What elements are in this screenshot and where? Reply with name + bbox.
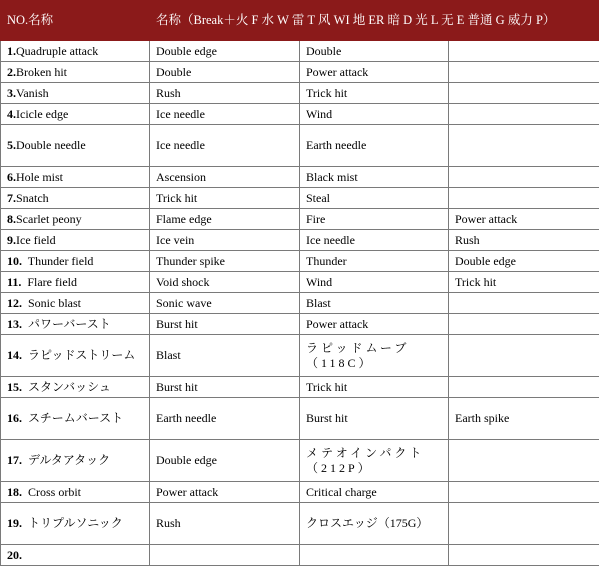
- skill-number: 3.: [7, 86, 16, 100]
- skill-name-cell: [1, 167, 150, 188]
- table-row: [1, 314, 599, 335]
- skill-name: Vanish: [16, 86, 49, 100]
- skill-number: 20.: [7, 548, 22, 562]
- table-row: [1, 230, 599, 251]
- component-skill-3: [449, 62, 599, 83]
- skill-name-cell: [1, 209, 150, 230]
- component-skill-2: ラピッドムーブ（118C）: [300, 335, 449, 377]
- component-skill-1: Double edge: [150, 440, 300, 482]
- table-row: [1, 398, 599, 440]
- table-row: [1, 440, 599, 482]
- skill-name-cell: [1, 398, 150, 440]
- skill-name-cell: [1, 104, 150, 125]
- skill-name: Scarlet peony: [16, 212, 82, 226]
- skill-name: Sonic blast: [22, 296, 81, 310]
- skill-name: スチームバースト: [22, 411, 123, 425]
- skill-name-cell: [1, 62, 150, 83]
- component-skill-1: Rush: [150, 83, 300, 104]
- component-skill-2: Power attack: [300, 314, 449, 335]
- component-skill-3: [449, 83, 599, 104]
- table-body: [1, 41, 599, 566]
- skill-name-cell: [1, 377, 150, 398]
- table-row: [1, 188, 599, 209]
- skill-name-cell: [1, 293, 150, 314]
- component-skill-1: Void shock: [150, 272, 300, 293]
- table-header: [1, 1, 599, 41]
- component-skill-1: Power attack: [150, 482, 300, 503]
- table-row: [1, 377, 599, 398]
- component-skill-3: Double edge: [449, 251, 599, 272]
- component-skill-3: [449, 41, 599, 62]
- skill-name-cell: [1, 230, 150, 251]
- table-row: [1, 482, 599, 503]
- table-row: [1, 293, 599, 314]
- component-skill-3: [449, 335, 599, 377]
- table-row: [1, 545, 599, 566]
- skill-name-cell: [1, 482, 150, 503]
- skill-name-cell: [1, 251, 150, 272]
- component-skill-3: [449, 314, 599, 335]
- component-skill-3: [449, 377, 599, 398]
- component-skill-1: Ice needle: [150, 104, 300, 125]
- skill-name: Hole mist: [16, 170, 63, 184]
- skill-name-cell: [1, 314, 150, 335]
- skill-name: トリプルソニック: [22, 516, 123, 530]
- component-skill-2: Wind: [300, 272, 449, 293]
- component-skill-3: [449, 503, 599, 545]
- skill-number: 13.: [7, 317, 22, 331]
- component-skill-2: Power attack: [300, 62, 449, 83]
- skill-number: 5.: [7, 138, 16, 152]
- skill-number: 11.: [7, 275, 21, 289]
- component-skill-1: Burst hit: [150, 377, 300, 398]
- skill-name: Broken hit: [16, 65, 67, 79]
- table-row: [1, 272, 599, 293]
- component-skill-1: Trick hit: [150, 188, 300, 209]
- skill-number: 4.: [7, 107, 16, 121]
- component-skill-3: [449, 167, 599, 188]
- skill-name: ラピッドストリーム: [22, 348, 135, 362]
- component-skill-3: [449, 482, 599, 503]
- table-row: [1, 167, 599, 188]
- component-skill-1: Ice needle: [150, 125, 300, 167]
- component-skill-1: Rush: [150, 503, 300, 545]
- component-skill-2: Wind: [300, 104, 449, 125]
- table-row: [1, 62, 599, 83]
- table-row: [1, 83, 599, 104]
- component-skill-3: [449, 545, 599, 566]
- table-row: [1, 125, 599, 167]
- skill-name: Icicle edge: [16, 107, 68, 121]
- component-skill-2: Ice needle: [300, 230, 449, 251]
- component-skill-1: Sonic wave: [150, 293, 300, 314]
- component-skill-3: [449, 104, 599, 125]
- component-skill-3: Earth spike: [449, 398, 599, 440]
- component-skill-3: Power attack: [449, 209, 599, 230]
- skill-name-cell: [1, 41, 150, 62]
- table-row: [1, 335, 599, 377]
- skill-name: パワーバースト: [22, 317, 111, 331]
- skill-name-cell: [1, 335, 150, 377]
- component-skill-2: [300, 545, 449, 566]
- table-row: [1, 41, 599, 62]
- component-skill-3: [449, 440, 599, 482]
- component-skill-2: Blast: [300, 293, 449, 314]
- skill-number: 6.: [7, 170, 16, 184]
- skill-name: Cross orbit: [22, 485, 81, 499]
- table-row: [1, 104, 599, 125]
- skill-name-cell: [1, 503, 150, 545]
- skill-name: Thunder field: [22, 254, 93, 268]
- skill-name: Quadruple attack: [16, 44, 98, 58]
- component-skill-1: Flame edge: [150, 209, 300, 230]
- skill-number: 12.: [7, 296, 22, 310]
- component-skill-1: Double: [150, 62, 300, 83]
- skill-number: 2.: [7, 65, 16, 79]
- header-number-name: NO.名称: [1, 1, 150, 41]
- skill-name: Ice field: [16, 233, 56, 247]
- component-skill-1: Double edge: [150, 41, 300, 62]
- skill-number: 14.: [7, 348, 22, 362]
- skill-number: 19.: [7, 516, 22, 530]
- component-skill-2: Double: [300, 41, 449, 62]
- component-skill-2: メテオインパクト（212P）: [300, 440, 449, 482]
- component-skill-2: Fire: [300, 209, 449, 230]
- component-skill-1: Ice vein: [150, 230, 300, 251]
- component-skill-1: Blast: [150, 335, 300, 377]
- header-combination: 名称（Break＋火 F 水 W 雷 T 风 WI 地 ER 暗 D 光 L 无 E 普通 G 威力 P）: [150, 1, 599, 41]
- component-skill-2: Critical charge: [300, 482, 449, 503]
- component-skill-2: Thunder: [300, 251, 449, 272]
- component-skill-3: Trick hit: [449, 272, 599, 293]
- component-skill-2: Trick hit: [300, 83, 449, 104]
- component-skill-3: Rush: [449, 230, 599, 251]
- table-row: [1, 209, 599, 230]
- skill-name: スタンバッシュ: [22, 380, 111, 394]
- skill-number: 1.: [7, 44, 16, 58]
- skill-name-cell: [1, 125, 150, 167]
- component-skill-1: Ascension: [150, 167, 300, 188]
- component-skill-2: Earth needle: [300, 125, 449, 167]
- component-skill-1: Earth needle: [150, 398, 300, 440]
- skill-number: 10.: [7, 254, 22, 268]
- component-skill-2: クロスエッジ（175G）: [300, 503, 449, 545]
- component-skill-2: Black mist: [300, 167, 449, 188]
- component-skill-1: Burst hit: [150, 314, 300, 335]
- table-row: [1, 503, 599, 545]
- skill-number: 17.: [7, 453, 22, 467]
- component-skill-3: [449, 293, 599, 314]
- skill-name: Double needle: [16, 138, 86, 152]
- skill-name-cell: [1, 272, 150, 293]
- skill-number: 15.: [7, 380, 22, 394]
- skill-number: 8.: [7, 212, 16, 226]
- component-skill-3: [449, 188, 599, 209]
- skill-name-cell: [1, 188, 150, 209]
- skill-name: Snatch: [16, 191, 49, 205]
- component-skill-2: Burst hit: [300, 398, 449, 440]
- table-row: [1, 251, 599, 272]
- skill-number: 18.: [7, 485, 22, 499]
- component-skill-2: Trick hit: [300, 377, 449, 398]
- component-skill-2: Steal: [300, 188, 449, 209]
- skill-name-cell: [1, 545, 150, 566]
- skill-number: 7.: [7, 191, 16, 205]
- skill-name-cell: [1, 83, 150, 104]
- skill-name: Flare field: [21, 275, 77, 289]
- component-skill-3: [449, 125, 599, 167]
- skill-number: 9.: [7, 233, 16, 247]
- component-skill-1: [150, 545, 300, 566]
- component-skill-1: Thunder spike: [150, 251, 300, 272]
- skill-name: デルタアタック: [22, 453, 110, 467]
- skill-name-cell: [1, 440, 150, 482]
- skill-number: 16.: [7, 411, 22, 425]
